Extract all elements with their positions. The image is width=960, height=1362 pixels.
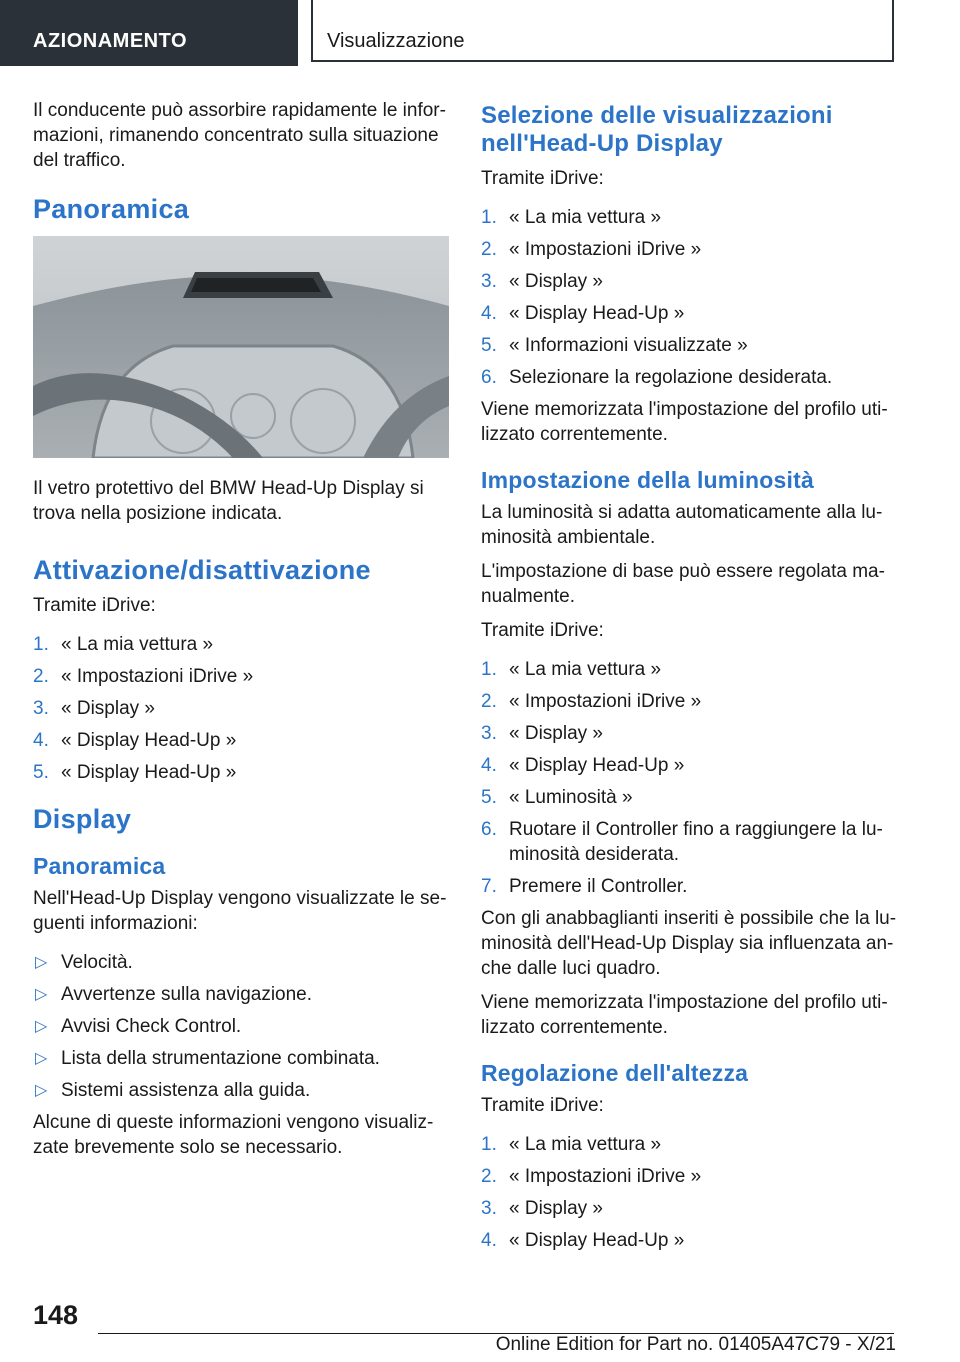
list-item: 4. « Display Head-Up » xyxy=(481,303,685,324)
list-item: 4. « Display Head-Up » xyxy=(481,1230,685,1251)
heading-display-overview: Panoramica xyxy=(33,853,166,879)
triangle-right-icon: ▷ xyxy=(35,1018,48,1035)
display-items xyxy=(33,950,449,1103)
heading-height: Regolazione dell'altezza xyxy=(481,1060,749,1086)
hud-dashboard-figure xyxy=(33,236,449,458)
heading-select-views: Selezione delle visualizzazioni nell'Head-Up Display xyxy=(481,102,833,157)
list-item: 6. Ruotare il Controller fino a raggiungere la luminosità desiderata. xyxy=(481,819,883,865)
section-tab: AZIONAMENTO xyxy=(0,0,298,66)
list-item: ▷ Avvertenze sulla navigazione. xyxy=(35,984,313,1005)
list-item: ▷ Lista della strumentazione combinata. xyxy=(35,1048,380,1069)
left-column xyxy=(33,98,449,1169)
intro-paragraph: Il conducente può assorbire rapidamente le informazioni, rimanendo concentrato sulla situazione del traffico. xyxy=(33,100,446,171)
list-item: 3. « Display » xyxy=(33,698,155,719)
page-number: 148 xyxy=(33,1300,79,1330)
list-item: 4. « Display Head-Up » xyxy=(33,730,237,751)
list-item: 2. « Impostazioni iDrive » xyxy=(33,666,254,687)
list-item: ▷ Avvisi Check Control. xyxy=(35,1016,242,1037)
right-column xyxy=(481,102,899,1260)
brightness-steps xyxy=(481,657,899,899)
list-item: 5. « Informazioni visualizzate » xyxy=(481,335,748,356)
activation-lead: Tramite iDrive: xyxy=(33,595,156,616)
activation-steps xyxy=(33,632,449,785)
brightness-lead: Tramite iDrive: xyxy=(481,620,604,641)
list-item: 1. « La mia vettura » xyxy=(481,1134,662,1155)
list-item: 7. Premere il Controller. xyxy=(481,876,688,897)
dashboard-illustration xyxy=(33,236,449,458)
page-header xyxy=(0,0,960,66)
brightness-paragraph-2: L'impostazione di base può essere regolata manualmente. xyxy=(481,561,885,607)
heading-activation: Attivazione/disattivazione xyxy=(33,555,371,585)
list-item: 2. « Impostazioni iDrive » xyxy=(481,1166,702,1187)
list-item: 2. « Impostazioni iDrive » xyxy=(481,691,702,712)
list-item: 1. « La mia vettura » xyxy=(33,634,214,655)
height-lead: Tramite iDrive: xyxy=(481,1095,604,1116)
list-item: 3. « Display » xyxy=(481,1198,603,1219)
edition-note: Online Edition for Part no. 01405A47C79 - X/21 xyxy=(495,1334,896,1355)
brightness-paragraph-3: Con gli anabbaglianti inseriti è possibile che la luminosità dell'Head-Up Display sia influenzata anche dalle luci quadro. xyxy=(481,908,897,979)
triangle-right-icon: ▷ xyxy=(35,986,48,1003)
select-lead: Tramite iDrive: xyxy=(481,168,604,189)
list-item: 2. « Impostazioni iDrive » xyxy=(481,239,702,260)
triangle-right-icon: ▷ xyxy=(35,954,48,971)
list-item: 4. « Display Head-Up » xyxy=(481,755,685,776)
brightness-paragraph-1: La luminosità si adatta automaticamente alla luminosità ambientale. xyxy=(481,502,883,548)
list-item: ▷ Velocità. xyxy=(35,952,133,973)
chapter-title: Visualizzazione xyxy=(311,0,894,62)
list-item: 5. « Display Head-Up » xyxy=(33,762,237,783)
heading-brightness: Impostazione della luminosità xyxy=(481,467,814,493)
triangle-right-icon: ▷ xyxy=(35,1082,48,1099)
heading-overview: Panoramica xyxy=(33,194,190,224)
list-item: 1. « La mia vettura » xyxy=(481,207,662,228)
display-intro: Nell'Head-Up Display vengono visualizzate le seguenti informazioni: xyxy=(33,888,447,934)
triangle-right-icon: ▷ xyxy=(35,1050,48,1067)
select-steps xyxy=(481,205,899,390)
list-item: 3. « Display » xyxy=(481,723,603,744)
brightness-note: Viene memorizzata l'impostazione del profilo utilizzato correntemente. xyxy=(481,992,888,1038)
figure-caption: Il vetro protettivo del BMW Head-Up Display si trova nella posizione indicata. xyxy=(33,478,424,524)
select-note: Viene memorizzata l'impostazione del profilo utilizzato correntemente. xyxy=(481,399,888,445)
list-item: ▷ Sistemi assistenza alla guida. xyxy=(35,1080,311,1101)
list-item: 5. « Luminosità » xyxy=(481,787,633,808)
list-item: 6. Selezionare la regolazione desiderata. xyxy=(481,367,833,388)
display-note: Alcune di queste informazioni vengono visualizzate brevemente solo se necessario. xyxy=(33,1112,434,1158)
height-steps xyxy=(481,1132,899,1253)
list-item: 3. « Display » xyxy=(481,271,603,292)
list-item: 1. « La mia vettura » xyxy=(481,659,662,680)
heading-display: Display xyxy=(33,804,132,834)
